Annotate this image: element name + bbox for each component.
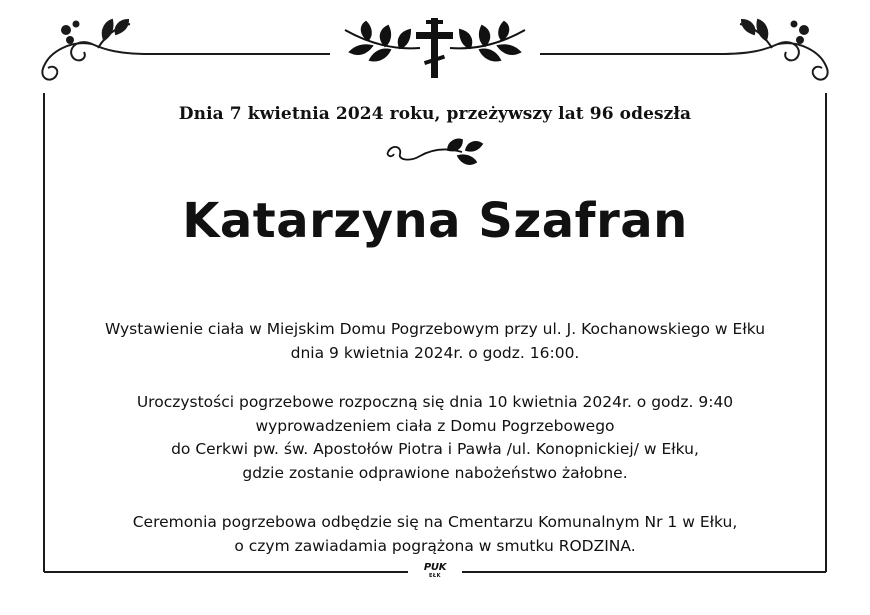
text-line: Wystawienie ciała w Miejskim Domu Pogrzebowym przy ul. J. Kochanowskiego w Ełku — [104, 320, 766, 338]
top-right-branch-icon — [450, 22, 525, 61]
leaf-branch-icon — [388, 139, 482, 164]
logo-sub-text: EŁK — [428, 573, 441, 579]
text-line: Uroczystości pogrzebowe rozpoczną się dnia 10 kwietnia 2024r. o godz. 9:40 — [136, 393, 734, 411]
orthodox-cross-icon — [416, 18, 453, 78]
deceased-name: Katarzyna Szafran — [182, 193, 688, 249]
text-line: Ceremonia pogrzebowa odbędzie się na Cmentarzu Komunalnym Nr 1 w Ełku, — [132, 513, 738, 531]
text-line: wyprowadzeniem ciała z Domu Pogrzebowego — [255, 416, 615, 435]
funeral-ceremony-paragraph — [0, 391, 870, 485]
text-line: dnia 9 kwietnia 2024r. o godz. 16:00. — [290, 343, 580, 362]
text-line: o czym zawiadamia pogrążona w smutku RODZINA. — [234, 536, 636, 555]
text-line: gdzie zostanie odprawione nabożeństwo żałobne. — [242, 463, 628, 482]
burial-paragraph — [0, 511, 870, 558]
text-line: do Cerkwi pw. św. Apostołów Piotra i Pawła /ul. Konopnickiej/ w Ełku, — [171, 440, 699, 458]
corner-ornament-left — [42, 20, 150, 80]
viewing-paragraph — [0, 318, 870, 365]
puk-logo — [418, 563, 452, 579]
death-date-headline: Dnia 7 kwietnia 2024 roku, przeżywszy lat 96 odeszła — [178, 104, 692, 124]
logo-main-text: PUK — [423, 562, 447, 573]
corner-ornament-right — [720, 20, 828, 80]
top-left-branch-icon — [345, 22, 420, 61]
